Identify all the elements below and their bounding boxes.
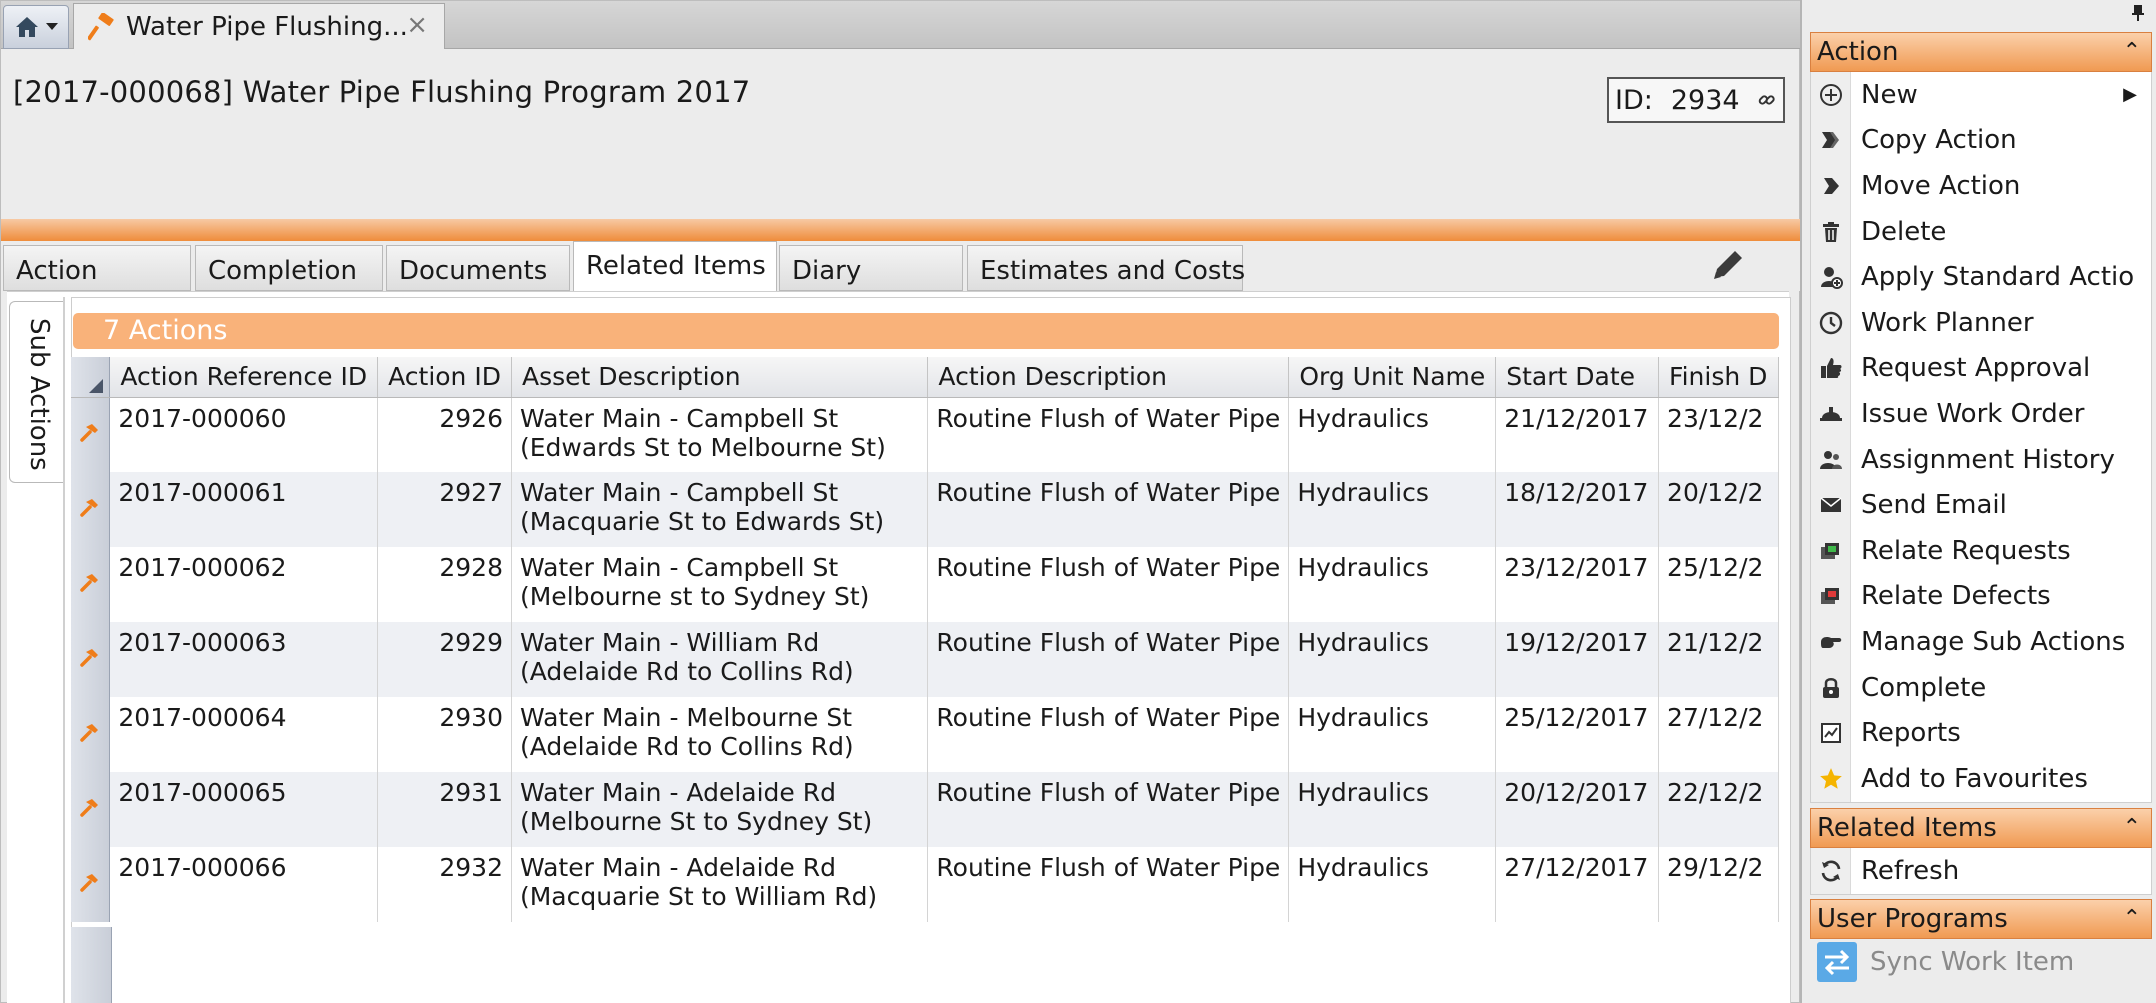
menu-item-copy-action[interactable]	[1811, 118, 2151, 164]
table-row[interactable]	[71, 472, 1779, 547]
copy-action-icon	[1811, 118, 1851, 164]
header-divider	[1, 219, 1801, 241]
hammer-icon	[79, 720, 101, 749]
column-header-start-date[interactable]: Start Date	[1496, 357, 1659, 397]
user-programs-menu	[1810, 939, 2152, 985]
column-header-action-description[interactable]: Action Description	[928, 357, 1289, 397]
menu-item-label: Refresh	[1861, 855, 1960, 886]
tab-diary[interactable]: Diary	[779, 245, 963, 291]
row-indicator[interactable]	[71, 772, 110, 847]
sync-icon	[1814, 939, 1860, 985]
section-header-action[interactable]	[1810, 32, 2152, 72]
table-row[interactable]	[71, 772, 1779, 847]
hardhat-icon	[1811, 391, 1851, 437]
grid-viewport	[71, 357, 1779, 1003]
sub-actions-table	[71, 357, 1779, 922]
hammer-icon	[79, 570, 101, 599]
menu-item-reports[interactable]	[1811, 710, 2151, 756]
tab-documents[interactable]: Documents	[386, 245, 570, 291]
document-tab-title: Water Pipe Flushing...	[126, 11, 408, 42]
cell-asset-description: Water Main - Campbell St (Edwards St to Melbourne St)	[511, 397, 927, 472]
cell-action-reference-id: 2017-000064	[110, 697, 378, 772]
collapse-chevron-icon: ⌃	[2122, 39, 2141, 64]
home-button[interactable]	[3, 5, 69, 49]
menu-item-move-action[interactable]	[1811, 163, 2151, 209]
hammer-icon	[79, 495, 101, 524]
cell-start-date: 25/12/2017	[1496, 697, 1659, 772]
trash-icon	[1811, 209, 1851, 255]
menu-item-label: Send Email	[1861, 490, 2007, 521]
select-all-corner[interactable]	[71, 357, 110, 397]
action-menu	[1810, 72, 2152, 803]
cell-start-date: 20/12/2017	[1496, 772, 1659, 847]
cell-action-id: 2928	[378, 547, 512, 622]
menu-item-apply-standard-actio[interactable]	[1811, 254, 2151, 300]
menu-item-assignment-history[interactable]	[1811, 437, 2151, 483]
cell-action-id: 2931	[378, 772, 512, 847]
side-tab-sub-actions[interactable]	[9, 301, 63, 483]
menu-item-relate-defects[interactable]	[1811, 574, 2151, 620]
id-label: ID:	[1615, 84, 1653, 116]
menu-item-label: Sync Work Item	[1870, 946, 2075, 977]
id-value: 2934	[1670, 84, 1740, 116]
hammer-icon	[79, 645, 101, 674]
row-indicator[interactable]	[71, 847, 110, 922]
cell-finish-date: 27/12/2	[1659, 697, 1779, 772]
side-tab-divider	[63, 297, 65, 1003]
menu-item-relate-requests[interactable]	[1811, 528, 2151, 574]
cell-org-unit-name: Hydraulics	[1289, 547, 1496, 622]
menu-item-new[interactable]	[1811, 72, 2151, 118]
edit-pencil-icon[interactable]	[1709, 247, 1747, 285]
cell-finish-date: 21/12/2	[1659, 622, 1779, 697]
submenu-arrow-icon: ▶	[2123, 84, 2137, 106]
menu-item-label: Work Planner	[1861, 307, 2034, 338]
menu-item-label: Reports	[1861, 718, 1961, 749]
corner-triangle-icon	[89, 379, 103, 393]
cell-finish-date: 29/12/2	[1659, 847, 1779, 922]
column-header-action-id[interactable]: Action ID	[378, 357, 512, 397]
cell-action-description: Routine Flush of Water Pipe	[928, 547, 1289, 622]
column-header-asset-description[interactable]: Asset Description	[511, 357, 927, 397]
row-indicator-column	[71, 927, 112, 1003]
cell-action-description: Routine Flush of Water Pipe	[928, 622, 1289, 697]
column-header-action-reference-id[interactable]: Action Reference ID	[110, 357, 378, 397]
cell-finish-date: 22/12/2	[1659, 772, 1779, 847]
tab-related-items[interactable]: Related Items	[573, 241, 777, 293]
menu-item-label: New	[1861, 79, 1918, 110]
refresh-icon	[1811, 848, 1851, 894]
hammer-icon	[88, 13, 116, 41]
cell-action-reference-id: 2017-000062	[110, 547, 378, 622]
relate-requests-icon	[1811, 528, 1851, 574]
cell-action-description: Routine Flush of Water Pipe	[928, 772, 1289, 847]
page-title: [2017-000068] Water Pipe Flushing Program 2017	[13, 75, 751, 109]
cell-org-unit-name: Hydraulics	[1289, 697, 1496, 772]
hammer-icon	[79, 870, 101, 899]
cell-start-date: 23/12/2017	[1496, 547, 1659, 622]
row-indicator[interactable]	[71, 547, 110, 622]
pin-icon[interactable]	[2132, 4, 2144, 22]
table-row[interactable]	[71, 622, 1779, 697]
cell-start-date: 18/12/2017	[1496, 472, 1659, 547]
section-header-user-programs[interactable]	[1810, 899, 2152, 939]
cell-start-date: 27/12/2017	[1496, 847, 1659, 922]
menu-item-complete[interactable]	[1811, 665, 2151, 711]
move-action-icon	[1811, 163, 1851, 209]
hammer-icon	[79, 795, 101, 824]
menu-item-label: Request Approval	[1861, 353, 2091, 384]
table-row[interactable]	[71, 847, 1779, 922]
close-tab-icon[interactable]: ×	[406, 10, 428, 40]
menu-item-refresh[interactable]	[1811, 848, 2151, 894]
cell-action-description: Routine Flush of Water Pipe	[928, 472, 1289, 547]
tab-estimates-and-costs[interactable]: Estimates and Costs	[967, 245, 1243, 291]
clock-icon	[1811, 300, 1851, 346]
cell-asset-description: Water Main - Campbell St (Melbourne st to Sydney St)	[511, 547, 927, 622]
menu-item-label: Copy Action	[1861, 125, 2017, 156]
cell-start-date: 21/12/2017	[1496, 397, 1659, 472]
cell-action-reference-id: 2017-000060	[110, 397, 378, 472]
section-header-related-items[interactable]	[1810, 808, 2152, 848]
cell-action-reference-id: 2017-000065	[110, 772, 378, 847]
menu-item-label: Add to Favourites	[1861, 763, 2088, 794]
envelope-icon	[1811, 482, 1851, 528]
menu-item-delete[interactable]	[1811, 209, 2151, 255]
menu-item-label: Delete	[1861, 216, 1947, 247]
cell-org-unit-name: Hydraulics	[1289, 772, 1496, 847]
document-tab[interactable]	[73, 3, 445, 49]
menu-item-issue-work-order[interactable]	[1811, 391, 2151, 437]
menu-item-manage-sub-actions[interactable]	[1811, 619, 2151, 665]
actions-count-bar: 7 Actions	[73, 313, 1779, 349]
menu-item-label: Manage Sub Actions	[1861, 626, 2126, 657]
cell-finish-date: 25/12/2	[1659, 547, 1779, 622]
section-title-user-programs: User Programs	[1817, 904, 2008, 934]
menu-item-label: Assignment History	[1861, 444, 2115, 475]
cell-finish-date: 20/12/2	[1659, 472, 1779, 547]
cell-finish-date: 23/12/2	[1659, 397, 1779, 472]
table-row[interactable]	[71, 547, 1779, 622]
cell-action-id: 2929	[378, 622, 512, 697]
relate-defects-icon	[1811, 574, 1851, 620]
table-row[interactable]	[71, 697, 1779, 772]
cell-action-id: 2926	[378, 397, 512, 472]
row-indicator[interactable]	[71, 697, 110, 772]
record-id-box	[1607, 77, 1785, 123]
report-icon	[1811, 710, 1851, 756]
cell-org-unit-name: Hydraulics	[1289, 397, 1496, 472]
action-side-panel	[1800, 0, 2156, 1003]
menu-item-label: Relate Defects	[1861, 581, 2051, 612]
cell-asset-description: Water Main - Campbell St (Macquarie St to Edwards St)	[511, 472, 927, 547]
lock-icon	[1811, 665, 1851, 711]
sub-actions-icon	[1811, 619, 1851, 665]
star-icon	[1811, 756, 1851, 802]
menu-item-label: Apply Standard Actio	[1861, 262, 2135, 293]
cell-action-id: 2927	[378, 472, 512, 547]
row-indicator[interactable]	[71, 622, 110, 697]
cell-asset-description: Water Main - Melbourne St (Adelaide Rd to Collins Rd)	[511, 697, 927, 772]
menu-item-request-approval[interactable]	[1811, 346, 2151, 392]
chevron-down-icon	[46, 23, 58, 31]
plus-circle-icon	[1811, 72, 1851, 118]
tab-completion[interactable]: Completion	[195, 245, 383, 291]
row-indicator[interactable]	[71, 472, 110, 547]
menu-item-label: Complete	[1861, 672, 1987, 703]
column-header-finish-date[interactable]: Finish D	[1659, 357, 1779, 397]
cell-org-unit-name: Hydraulics	[1289, 472, 1496, 547]
cell-action-reference-id: 2017-000066	[110, 847, 378, 922]
hammer-icon	[79, 420, 101, 449]
cell-action-id: 2930	[378, 697, 512, 772]
cell-action-description: Routine Flush of Water Pipe	[928, 697, 1289, 772]
menu-item-send-email[interactable]	[1811, 482, 2151, 528]
cell-start-date: 19/12/2017	[1496, 622, 1659, 697]
menu-item-label: Move Action	[1861, 170, 2021, 201]
people-icon	[1811, 437, 1851, 483]
record-tabs	[1, 241, 1801, 291]
cell-org-unit-name: Hydraulics	[1289, 622, 1496, 697]
table-header-row	[71, 357, 1779, 397]
column-header-org-unit-name[interactable]: Org Unit Name	[1289, 357, 1496, 397]
section-title-related-items: Related Items	[1817, 813, 1997, 843]
section-title-action: Action	[1817, 37, 1899, 67]
link-icon[interactable]	[1758, 87, 1775, 113]
menu-item-label: Relate Requests	[1861, 535, 2071, 566]
tab-action[interactable]: Action	[3, 245, 191, 291]
menu-item-add-to-favourites[interactable]	[1811, 756, 2151, 802]
table-row[interactable]	[71, 397, 1779, 472]
cell-asset-description: Water Main - Adelaide Rd (Macquarie St to William Rd)	[511, 847, 927, 922]
row-indicator[interactable]	[71, 397, 110, 472]
related-items-menu	[1810, 848, 2152, 895]
apply-standard-icon	[1811, 254, 1851, 300]
document-tab-bar	[1, 1, 1801, 49]
cell-org-unit-name: Hydraulics	[1289, 847, 1496, 922]
collapse-chevron-icon: ⌃	[2122, 906, 2141, 931]
cell-action-description: Routine Flush of Water Pipe	[928, 847, 1289, 922]
cell-action-reference-id: 2017-000061	[110, 472, 378, 547]
cell-asset-description: Water Main - William Rd (Adelaide Rd to Collins Rd)	[511, 622, 927, 697]
menu-item-label: Issue Work Order	[1861, 398, 2085, 429]
collapse-chevron-icon: ⌃	[2122, 815, 2141, 840]
cell-action-reference-id: 2017-000063	[110, 622, 378, 697]
home-icon	[14, 15, 40, 39]
menu-item-work-planner[interactable]	[1811, 300, 2151, 346]
thumbs-up-icon	[1811, 346, 1851, 392]
cell-action-id: 2932	[378, 847, 512, 922]
cell-asset-description: Water Main - Adelaide Rd (Melbourne St to Sydney St)	[511, 772, 927, 847]
cell-action-description: Routine Flush of Water Pipe	[928, 397, 1289, 472]
menu-item-sync-work-item[interactable]	[1810, 939, 2152, 985]
side-tab-label: Sub Actions	[24, 318, 54, 471]
